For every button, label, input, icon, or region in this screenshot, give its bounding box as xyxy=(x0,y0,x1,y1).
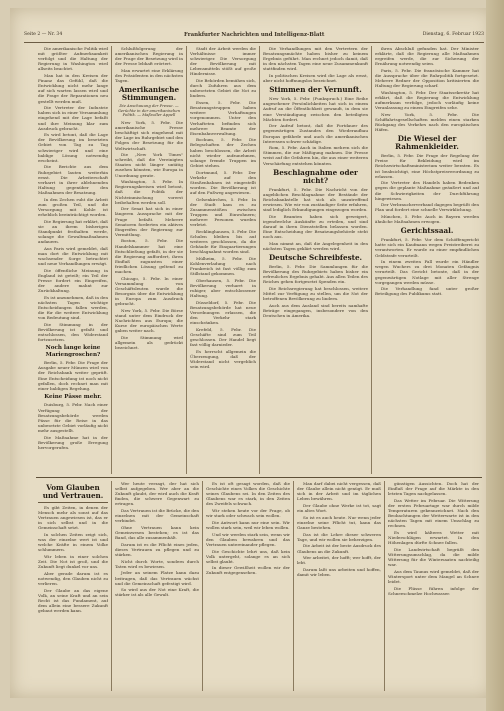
headline-paesse: Keine Pässe mehr. xyxy=(44,393,102,400)
column-9: Man darf dabei nicht vergessen, daß der Glaube allein nicht genügt. Er muß sich in der Arbeit und im täglichen Leben bewähren. Der Glaube ohne Werke ist tot, sagt ein altes Wort. So ist es auch heute. Nur wenn jeder einzelne seine Pflicht tut, kann das Ganze bestehen. Das ist die Lehre dieser schweren Tage, und wir wollen sie beherzigen. Die Arbeit ist der beste Ausdruck des Glaubens an die Zukunft. Wer arbeitet, der hofft; wer hofft, der lebt. Darum laßt uns arbeiten und hoffen, damit wir leben. xyxy=(297,481,381,578)
subheadline-amerikanische: Die Anschauung der Presse. — Gerüchte in der amerikanischen Politik. — Maßvoller Appell xyxy=(117,103,181,118)
page-date: Dienstag, 6. Februar 1923 xyxy=(422,32,484,37)
headline-rahmen: Die Wiesel der Rahmenkleider. xyxy=(395,134,459,152)
column-divider xyxy=(259,46,260,474)
column-3: Stadt der Arbeit werden die Verhältnisse immer schwieriger. Die Versorgung der Bevölkerung mit Lebensmitteln stößt auf große Hindernisse. Die Behörden bemühen sich, durch Zufuhren aus dem unbesetzten Gebiet die Not zu lindern. Essen, 5. Febr. Die Besatzungstruppen haben weitere Verhaftungen vorgenommen. Unter den Verhafteten befinden sich mehrere Beamte der Eisenbahnverwaltung. Bochum, 5. Febr. Die Belegschaften der Zechen haben beschlossen, die Arbeit nicht wieder aufzunehmen, solange fremde Truppen im Gebiet stehen. Dortmund, 5. Febr. Der Verkehr auf den Straßenbahnen ist eingestellt worden. Die Bevölkerung ist auf den Fußweg angewiesen. Gelsenkirchen, 5. Febr. In der Stadt kam es zu Zusammenstößen zwischen Truppen und Einwohnern; mehrere Personen wurden verletzt. Recklinghausen, 5. Febr. Die Schulen bleiben bis auf weiteres geschlossen, da die Gebäude für Einquartierungen beschlagnahmt worden sind. Mülheim, 5. Febr. Die Kohlenverladung nach Frankreich ist fast völlig zum Stillstand gekommen. Oberhausen, 5. Febr. Die Bevölkerung verharrt in ruhiger, aber entschlossener Haltung. Düsseldorf, 5. Febr. Die Besatzungsbehörde hat neue Verordnungen erlassen, die den Verkehr stark einschränken. Krefeld, 5. Febr. Die Geschäfte sind zum Teil geschlossen. Der Handel liegt fast völlig darnieder. Es herrscht allgemein die Überzeugung, daß der Widerstand nicht vergeblich sein wird. xyxy=(190,46,256,370)
page-edge xyxy=(486,0,504,711)
column-8: Es ist oft gesagt worden, daß die Geschichte eines Volkes die Geschichte seines Glaubens sei. In den Zeiten des Glaubens war es stark, in den Zeiten des Zweifels schwach. Wir stehen heute vor der Frage, ob wir stark oder schwach sein wollen. Die Antwort kann nur eine sein. Wir wollen stark sein, weil wir leben wollen. Und wir werden stark sein, wenn wir den Glauben bewahren und das Vertrauen untereinander pflegen. Die Geschichte lehrt uns, daß kein Volk untergeht, solange es an sich selbst glaubt. In dieser Gewißheit wollen wir der Zukunft entgegensehen. xyxy=(206,481,290,576)
page-number: Seite 2 — Nr. 34 xyxy=(24,32,63,37)
column-4: Die Verhandlungen mit den Vertretern der Besatzungsmächte haben bisher zu keinem Ergebnis geführt. Man rechnet jedoch damit, daß in den nächsten Tagen eine neue Zusammenkunft stattfinden wird. In politischen Kreisen wird die Lage als ernst, aber nicht hoffnungslos bezeichnet. Stimmen der Vernunft. New York, 5. Febr. (Funkspruch.) Eine Reihe angesehener Persönlichkeiten hat sich in einem Aufruf an die Öffentlichkeit gewandt, in dem sie eine Verständigung zwischen den beteiligten Mächten fordert. Der Aufruf betont, daß die Fortdauer des gegenwärtigen Zustandes den Wiederaufbau Europas gefährde und auch die amerikanischen Interessen schwer schädige. Rom, 5. Febr. Auch in Italien mehren sich die Stimmen, die zur Mäßigung mahnen. Die Presse weist auf die Gefahren hin, die aus einer weiteren Verschärfung entstehen könnten. Beschlagnahme oder nicht? Frankfurt, 5. Febr. Die Nachricht von der angeblichen Beschlagnahme der Bestände der Reichsbankstelle hat sich als unzutreffend erwiesen. Wie wir von zuständiger Seite erfahren, sind lediglich Erkundigungen eingezogen worden. Die Beamten haben sich geweigert, irgendwelche Auskünfte zu erteilen, und sind darauf in ihren Dienststellen belassen worden. Eine Entscheidung der Besatzungsbehörde steht noch aus. Man nimmt an, daß die Angelegenheit in den nächsten Tagen geklärt werden wird. Deutsche Schreibfeste. Berlin, 5. Febr. Die Sammlungen für die Bevölkerung des Ruhrgebiets haben bisher ein erfreuliches Ergebnis gehabt. Aus allen Teilen des Reiches gehen fortgesetzt Spenden ein. Die Reichsregierung hat beschlossen, weitere Mittel zur Verfügung zu stellen, um die Not der betroffenen Bevölkerung zu lindern. Auch aus dem Ausland sind bereits namhafte Beträge eingegangen, insbesondere von den Deutschen in Amerika. xyxy=(263,46,368,318)
column-divider xyxy=(293,481,294,691)
headline-deutsche: Deutsche Schreibfeste. xyxy=(268,252,363,262)
headline-mariengroschen: Noch lange keine Mariengroschen? xyxy=(45,345,101,358)
column-divider xyxy=(371,46,372,474)
headline-beschlagnahme: Beschlagnahme oder nicht? xyxy=(273,167,358,185)
column-divider xyxy=(111,46,112,474)
headline-stimmen: Stimmen der Vernunft. xyxy=(269,85,362,95)
column-divider xyxy=(384,481,385,691)
column-5: ihren Abschluß gefunden hat. Der Minister erklärte, daß die Regierung alle Maßnahmen ergreifen werde, die zur Sicherung der Ernährung notwendig seien. Paris, 5. Febr. Die französische Kammer hat die Aussprache über die Ruhrpolitik fortgesetzt. Mehrere Redner der Opposition kritisierten die Haltung der Regierung scharf. Washington, 5. Febr. Der Staatssekretär hat erklärt, daß die Regierung die Entwicklung aufmerksam verfolge, jedoch vorläufig keine Veranlassung zu einem Eingreifen sehe. New York, 5. Febr. Die Schiffahrtsgesellschaften melden einen starken Rückgang des Verkehrs nach den europäischen Häfen. Die Wiesel der Rahmenkleider. Berlin, 5. Febr. Die Frage der Regelung der Preise für Bekleidung wird im Reichswirtschaftsministerium weiter beraten. Es ist beabsichtigt, eine Höchstpreisverordnung zu erlassen. Die Vertreter des Handels haben Bedenken gegen die geplante Maßnahme geäußert und auf die Schwierigkeiten der Durchführung hingewiesen. Der Verbraucherverband dagegen begrüßt den Plan und fordert eine schnelle Verwirklichung. München, 5. Febr. Auch in Bayern werden ähnliche Maßnahmen erwogen. Gerichtssaal. Frankfurt, 5. Febr. Vor dem Schöffengericht hatte sich ein Kaufmann wegen Preistreiberei zu verantworten. Er wurde zu einer empfindlichen Geldstrafe verurteilt. In einem zweiten Fall wurde ein Händler wegen Wuchers zu drei Monaten Gefängnis verurteilt. Das Gericht betonte, daß in der gegenwärtigen Notlage mit aller Strenge vorgegangen werden müsse. Die Verhandlung fand unter großer Beteiligung des Publikums statt. xyxy=(375,46,479,297)
headline-gerichtssaal: Gerichtssaal. xyxy=(400,226,454,236)
headline-rule xyxy=(38,502,108,503)
headline-amerikanische: Amerikanische Stimmungen. xyxy=(118,85,180,103)
page-header xyxy=(24,30,484,40)
column-10: günstigen Aussichten. Doch hat der Einfluß der Frage auf die Märkte in den letzten Tagen nachgelassen. Das Wetter im Februar. Die Witterung der ersten Februartage war durch milde Temperaturen gekennzeichnet. Nach den Beobachtungen der Wetterwarte ist in den nächsten Tagen mit einem Umschlag zu rechnen. Es wird kälteres Wetter mit Niederschlägen erwartet. In den Höhenlagen dürfte Schnee fallen. Die Landwirtschaft begrüßt den Witterungsumschlag, da die milde Witterung für die Wintersaaten nachteilig war. Aus dem Taunus wird gemeldet, daß der Wintersport unter dem Mangel an Schnee leidet. Die Flüsse führen infolge der Schneeschmelze Hochwasser. xyxy=(388,481,479,596)
column-7: Wer heute verzagt, der hat sich selbst aufgegeben. Wer aber an die Zukunft glaubt, der wird auch die Kraft finden, die schwere Gegenwart zu ertragen. Das Vertrauen ist die Brücke, die den einzelnen mit der Gemeinschaft verbindet. Ohne Vertrauen kann kein Gemeinwesen bestehen; es ist das Band, das alle zusammenhält. Darum ist es die Pflicht eines jeden, dieses Vertrauen zu pflegen und zu stärken. Nicht durch Worte, sondern durch Taten wird es bewiesen. Jeder an seinem Platze kann dazu beitragen, daß das Vertrauen wächst und die Gemeinschaft gefestigt wird. So wird aus der Not eine Kraft, die stärker ist als alle Gewalt. xyxy=(115,481,199,598)
column-2: Schlußfolgerung der amerikanischen Regierung in der Frage der Besetzung wird in der Presse lebhaft erörtert. Man erwartet eine Erklärung des Präsidenten in den nächsten Tagen. Amerikanische Stimmungen. Die Anschauung der Presse. — Gerüchte in der amerikanischen Politik. — Maßvoller Appell New York, 5. Febr. Die amerikanische Presse beschäftigt sich eingehend mit der Lage im Ruhrgebiet und den Folgen der Besetzung für die Weltwirtschaft. Die „New York Times" schreibt, daß die Vereinigten Staaten nicht länger untätig zusehen könnten, wie Europa in Unordnung gerate. Washington, 5. Febr. In Regierungskreisen wird betont, daß die Politik der Nichteinmischung vorerst beibehalten werden soll. Der Senat hat sich in einer längeren Aussprache mit der Frage befaßt. Mehrere Senatoren forderten ein aktives Eingreifen der Regierung zur Vermittlung. Boston, 5. Febr. Die Handelskammer hat eine Entschließung gefaßt, in der sie die Regierung auffordert, ihren Einfluß zugunsten einer friedlichen Lösung geltend zu machen. Chicago, 5. Febr. In einer Versammlung von Geschäftsleuten wurde die Besorgnis über die Entwicklung in Europa zum Ausdruck gebracht. New York, 5. Febr. Die Börse stand unter dem Eindruck der Nachrichten aus Europa; die Kurse der europäischen Werte gaben weiter nach. Die Stimmung wird allgemein als gedrückt bezeichnet. xyxy=(115,46,183,351)
section-rule xyxy=(36,477,482,478)
header-rule xyxy=(24,42,484,43)
column-divider xyxy=(111,481,112,691)
column-6: Vom Glauben und Vertrauen. Es gibt Zeiten, in denen der Mensch mehr als sonst auf das Vertrauen angewiesen ist, das er in sich selbst und in die Gemeinschaft setzt. In solchen Zeiten zeigt sich, was der einzelne wert ist und welche Kräfte in einem Volke schlummern. Wir leben in einer solchen Zeit. Die Not ist groß, und die Zukunft liegt dunkel vor uns. Aber gerade darum ist es notwendig, den Glauben nicht zu verlieren. Der Glaube an das eigene Volk, an seine Kraft und an sein Recht ist das Fundament, auf dem allein eine bessere Zukunft gebaut werden kann. xyxy=(38,483,108,614)
headline-glauben: Vom Glauben und Vertrauen. xyxy=(42,483,104,500)
column-divider xyxy=(186,46,187,474)
column-divider xyxy=(202,481,203,691)
column-1: Die amerikanische Politik wird mit größter Aufmerksamkeit verfolgt und die Haltung der Regierung in Washington wird allseits beachtet. Man hat in den Kreisen der Finanz das Gefühl, daß die Entwicklung nicht mehr lange auf sich warten lassen wird und die Frage der Reparationen neu gestellt werden muß. Die Vertreter der Industrie haben sich in einer Versammlung eingehend mit der Lage befaßt und ihre Meinung klar zum Ausdruck gebracht. Es wird betont, daß die Lage der Bevölkerung im besetzten Gebiet von Tag zu Tag schwieriger wird und eine baldige Lösung notwendig erscheint. Die Berichte aus dem Ruhrgebiet lauten weiterhin ernst. Die Arbeiterschaft verharrt in ihrer ablehnenden Haltung gegenüber den Maßnahmen der Besatzung. In den Zechen ruht die Arbeit zum großen Teil, und die Versorgung mit Kohle ist erheblich beeinträchtigt worden. Die Regierung hat erklärt, daß sie an ihrem bisherigen Standpunkt festhalten werde, solange die Gewaltmaßnahmen andauern. Aus Paris wird gemeldet, daß man dort die Entwicklung mit wachsender Sorge betrachtet und neue Verhandlungen erwägt. Die öffentliche Meinung in England ist geteilt; ein Teil der Presse fordert ein Eingreifen, der andere mahnt zur Zurückhaltung. Es ist anzunehmen, daß in den nächsten Tagen wichtige Entscheidungen fallen werden, die für die weitere Entwicklung von Bedeutung sind. Die Stimmung in der Bevölkerung ist gefaßt und entschlossen, den Widerstand fortzusetzen. Noch lange keine Mariengroschen? Berlin, 5. Febr. Die Frage der Ausgabe neuer Münzen wird von der Reichsbank weiter geprüft. Eine Entscheidung ist noch nicht gefallen, doch rechnet man mit einer baldigen Regelung. Keine Pässe mehr. Duisburg, 5. Febr. Nach einer Verfügung der Besatzungsbehörde werden Pässe für die Reise in das unbesetzte Gebiet vorläufig nicht mehr ausgestellt. Die Maßnahme hat in der Bevölkerung große Erregung hervorgerufen. xyxy=(38,46,108,450)
newspaper-title: Frankfurter Nachrichten und Intelligenz-Blatt xyxy=(184,32,325,38)
